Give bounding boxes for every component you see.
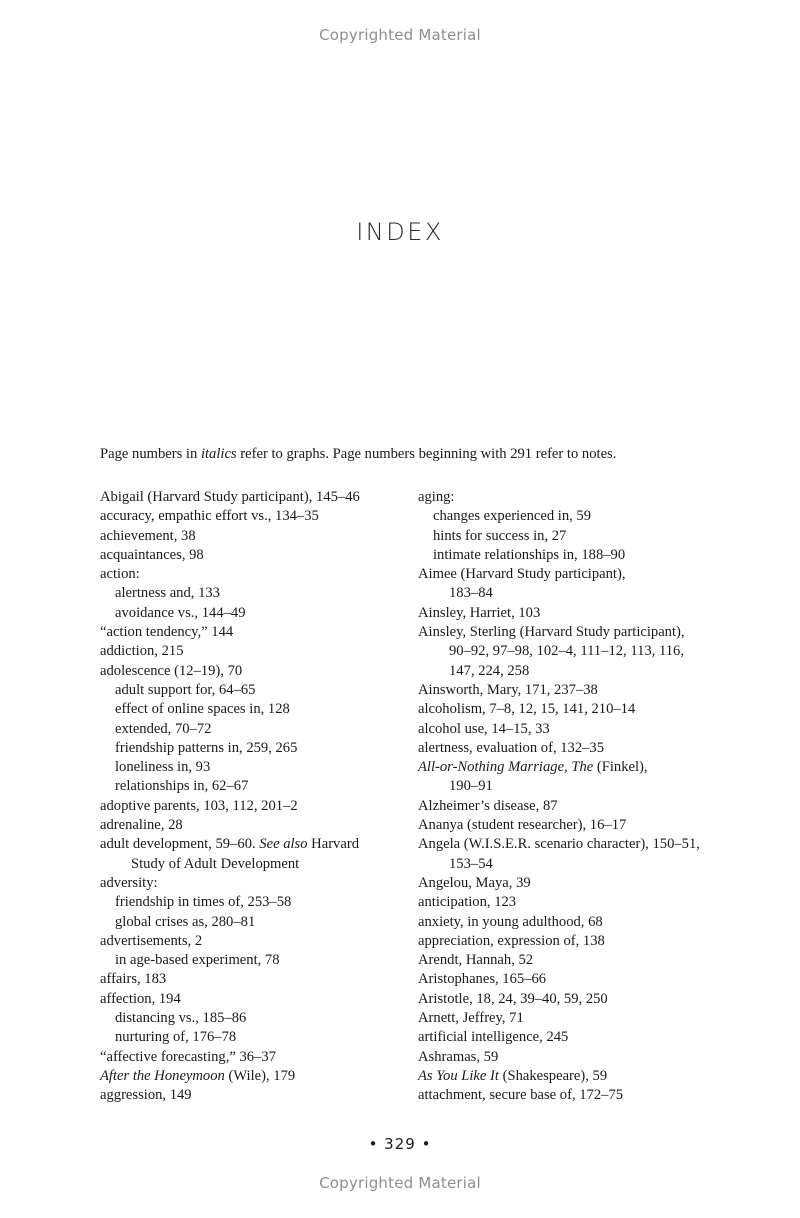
index-entry: “action tendency,” 144 [100,624,234,641]
index-subentry: loneliness in, 93 [115,759,211,776]
index-entry: action: [100,566,140,583]
index-subentry: changes experienced in, 59 [433,508,592,525]
index-entry: alcoholism, 7–8, 12, 15, 141, 210–14 [418,701,636,718]
index-entry: Abigail (Harvard Study participant), 145–46 [100,489,360,505]
index-subentry: intimate relationships in, 188–90 [433,546,626,563]
index-subentry: alertness and, 133 [115,585,220,602]
index-subentry: relationships in, 62–67 [115,778,249,795]
index-entry: “affective forecasting,” 36–37 [100,1048,276,1065]
index-entry: artificial intelligence, 245 [418,1029,569,1046]
index-subentry: in age-based experiment, 78 [115,952,280,969]
index-entry: appreciation, expression of, 138 [418,932,605,949]
entry-text: (Wile), 179 [224,1067,296,1084]
index-subentry: friendship patterns in, 259, 265 [115,739,298,756]
entry-text: Harvard [307,836,359,853]
entry-italic-text: All-or-Nothing Marriage, The [418,759,594,776]
intro-text-before: Page numbers in [100,446,201,462]
index-entry: advertisements, 2 [100,932,203,949]
index-entry: adoptive parents, 103, 112, 201–2 [100,797,298,814]
index-entry-continuation: 147, 224, 258 [449,662,530,679]
index-entry: attachment, secure base of, 172–75 [418,1087,624,1104]
intro-text-after: refer to graphs. Page numbers beginning with 291 refer to notes. [236,446,617,462]
index-entry: Alzheimer’s disease, 87 [418,797,558,814]
index-entry: Ainsworth, Mary, 171, 237–38 [418,681,598,698]
index-intro-note [100,445,720,464]
entry-text: (Finkel), [593,759,648,776]
index-entry: Aristophanes, 165–66 [418,971,547,988]
index-subentry: avoidance vs., 144–49 [115,604,246,621]
index-subentry: adult support for, 64–65 [115,681,256,698]
index-subentry: extended, 70–72 [115,720,212,737]
index-entry [418,758,718,777]
index-entry-continuation: Study of Adult Development [131,855,300,872]
index-entry: Aimee (Harvard Study participant), [418,566,626,583]
watermark-bottom: Copyrighted Material [319,1174,481,1192]
index-entry [100,1067,405,1086]
index-entry: Ainsley, Harriet, 103 [418,604,541,621]
index-entry: Ainsley, Sterling (Harvard Study participant), [418,624,685,641]
index-subentry: distancing vs., 185–86 [115,1010,247,1027]
index-subentry: effect of online spaces in, 128 [115,701,290,718]
index-entry: affairs, 183 [100,971,167,988]
index-entry: anticipation, 123 [418,894,517,911]
index-entry: adrenaline, 28 [100,817,183,834]
index-column-right [418,488,718,1106]
index-entry: Aristotle, 18, 24, 39–40, 59, 250 [418,990,608,1007]
index-entry: adolescence (12–19), 70 [100,662,243,679]
page-number: • 329 • [368,1135,432,1153]
index-entry-continuation: 90–92, 97–98, 102–4, 111–12, 113, 116, [449,643,684,660]
index-entry: alcohol use, 14–15, 33 [418,720,550,737]
index-entry [100,835,405,854]
index-entry: affection, 194 [100,990,181,1007]
index-entry [418,1067,718,1086]
index-entry: aging: [418,489,455,505]
page-title: INDEX [356,218,444,246]
index-entry: achievement, 38 [100,527,196,544]
entry-text: (Shakespeare), 59 [498,1067,608,1084]
index-entry: aggression, 149 [100,1087,192,1104]
entry-italic-text: As You Like It [418,1067,499,1084]
index-entry-continuation: 190–91 [449,778,493,795]
entry-text: adult development, 59–60. [100,836,260,853]
index-entry: Angela (W.I.S.E.R. scenario character), 150–51, [418,836,700,853]
index-entry: acquaintances, 98 [100,546,204,563]
index-entry: alertness, evaluation of, 132–35 [418,739,605,756]
index-entry: Angelou, Maya, 39 [418,874,531,891]
index-subentry: global crises as, 280–81 [115,913,256,930]
index-column-left [100,488,405,1106]
index-entry: adversity: [100,874,158,891]
entry-italic-text: After the Honeymoon [100,1067,225,1084]
entry-italic-text: See also [259,836,308,853]
index-subentry: nurturing of, 176–78 [115,1029,237,1046]
index-entry: Ashramas, 59 [418,1048,499,1065]
index-entry-continuation: 153–54 [449,855,493,872]
index-entry: accuracy, empathic effort vs., 134–35 [100,508,319,525]
index-entry-continuation: 183–84 [449,585,493,602]
index-subentry: friendship in times of, 253–58 [115,894,292,911]
index-entry: anxiety, in young adulthood, 68 [418,913,603,930]
watermark-top: Copyrighted Material [319,26,481,44]
index-entry: Arnett, Jeffrey, 71 [418,1010,524,1027]
index-entry: Ananya (student researcher), 16–17 [418,817,627,834]
index-entry: Arendt, Hannah, 52 [418,952,534,969]
index-subentry: hints for success in, 27 [433,527,567,544]
intro-text-italic: italics [200,446,237,462]
index-entry: addiction, 215 [100,643,184,660]
